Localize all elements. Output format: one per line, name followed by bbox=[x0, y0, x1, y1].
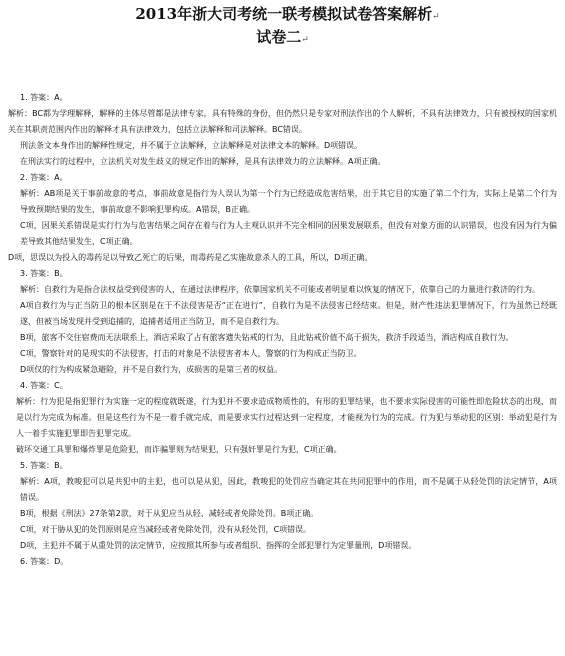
document-subtitle bbox=[8, 27, 557, 50]
paragraph: 3. 答案：B。 bbox=[20, 269, 68, 278]
paragraph: 4. 答案：C。 bbox=[20, 381, 68, 390]
paragraph: D项仅的行为构成紧急避险，并不是自救行为，成损害的是第三者的权益。 bbox=[20, 365, 283, 374]
paragraph: A项自救行为与正当防卫的根本区别是在于不法侵害是否“正在进行”，自救行为是不法侵害已经结束。但是，财产性违法犯罪情况下，行为虽然已经既遂，但被当场发现并受到追捕的，追捕者适用正当防卫，而不是自救行为。 bbox=[20, 301, 557, 326]
paragraph: D项，思误以为投入的毒药足以导致乙死亡的后果，而毒药是乙实施故意杀人的工具，所以，D项正确。 bbox=[8, 253, 373, 262]
paragraph: 刑法条文本身作出的解释性规定，并不属于立法解释，立法解释是对法律文本的解释。D项错误。 bbox=[20, 141, 363, 150]
paragraph: C项，因果关系错误是实行行为与危害结果之间存在着与行为人主观认识并不完全相同的因果发展联系，但没有对象方面的认识错误，也没有因为行为偏差导致其他结果发生，C项正确。 bbox=[20, 221, 557, 246]
paragraph-mark: ↵ bbox=[301, 35, 309, 45]
paragraph: 解析：A项，教唆犯可以是共犯中的主犯，也可以是从犯，因此，教唆犯的处罚应当确定其在共同犯罪中的作用，而不是属于从轻处罚的法定情节，A项错误。 bbox=[20, 477, 557, 502]
paragraph: 解析：BC都为学理解释，解释的主体尽管都是法律专家，具有特殊的身份，但仍然只是专家对刑法作出的个人解析，不具有法律效力，只有被授权的国家机关在其职责范围内作出的解释才具有法律效力，包括立法解释和司法解释。BC错误。 bbox=[8, 109, 557, 134]
document-body bbox=[8, 90, 557, 570]
paragraph: B项，旅客不交住宿费而无法联系上，酒店采取了占有旅客遗失钻戒的行为，且此钻戒价值不高于损失，救济手段适当，酒店构成自救行为。 bbox=[20, 333, 514, 342]
paragraph: C项，警察针对的是现实的不法侵害，打击的对象是不法侵害者本人，警察的行为构成正当防卫。 bbox=[20, 349, 362, 358]
document-title bbox=[8, 4, 557, 27]
paragraph: 5. 答案：B。 bbox=[20, 461, 68, 470]
paragraph: 1. 答案：A。 bbox=[20, 93, 68, 102]
paragraph: 6. 答案：D。 bbox=[20, 557, 69, 566]
title-line2: 试卷二 bbox=[256, 28, 302, 46]
title-line1: 2013年浙大司考统一联考模拟试卷答案解析 bbox=[135, 5, 433, 23]
paragraph: D项，主犯并不属于从重处罚的法定情节，应按照其所参与或者组织、指挥的全部犯罪行为定罪量刑，D项错误。 bbox=[20, 541, 417, 550]
paragraph: 解析：行为犯是指犯罪行为实施一定的程度就既遂，行为犯并不要求造成物质性的，有形的犯罪结果，也不要求实际侵害的可能性即危险状态的出现，而是以行为完成为标准。但是这些行为不是一着手就完成，而是要求实行过程达到一定程度，才能视为行为的完成。行为犯与举动犯的区别：举动犯是行为人一着手实施犯罪即告犯罪完成。 bbox=[16, 397, 557, 438]
paragraph: 破坏交通工具罪和爆炸罪是危险犯，而诈骗罪则为结果犯，只有强奸罪是行为犯，C项正确。 bbox=[16, 445, 342, 454]
paragraph: C项，对于胁从犯的处罚原则是应当减轻或者免除处罚，没有从轻处罚，C项错误。 bbox=[20, 525, 312, 534]
paragraph: 解析：自救行为是指合法权益受到侵害的人，在通过法律程序，依靠国家机关不可能或者明显难以恢复的情况下，依靠自己的力量进行救济的行为。 bbox=[20, 285, 540, 294]
paragraph-mark: ↵ bbox=[432, 12, 440, 22]
paragraph: 解析：AB项是关于事前故意的考点，事前故意是指行为人误认为第一个行为已经造成危害结果，出于其它目的实施了第二个行为，实际上是第二个行为导致预期结果的发生，事前故意不影响犯罪构成。A错误，B正确。 bbox=[20, 189, 557, 214]
paragraph: 在刑法实行的过程中，立法机关对发生歧义的规定作出的解释，是具有法律效力的立法解释。A项正确。 bbox=[20, 157, 386, 166]
paragraph: B项，根据《刑法》27条第2款，对于从犯应当从轻、减轻或者免除处罚。B项正确。 bbox=[20, 509, 319, 518]
paragraph: 2. 答案：A。 bbox=[20, 173, 68, 182]
